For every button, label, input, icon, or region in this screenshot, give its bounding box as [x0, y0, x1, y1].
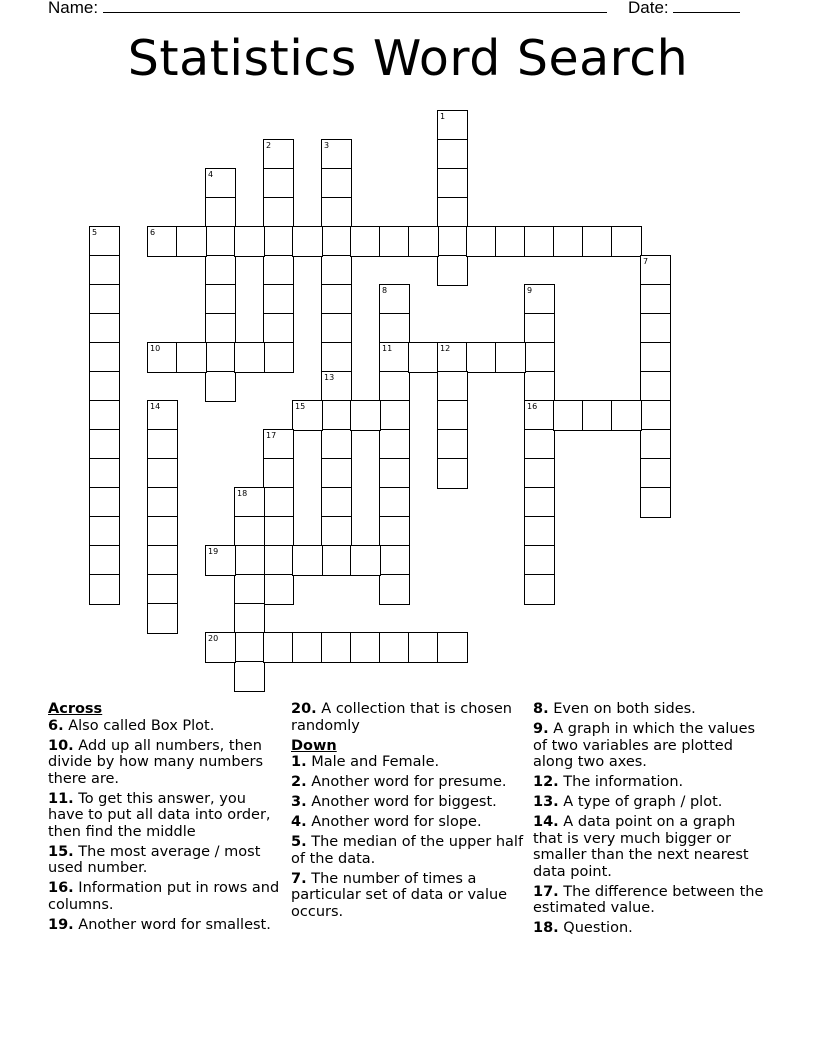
crossword-cell[interactable] — [205, 255, 236, 286]
crossword-cell[interactable] — [437, 139, 468, 170]
across-clue-list — [48, 718, 284, 934]
across-clue — [291, 701, 527, 734]
crossword-cell[interactable] — [437, 255, 468, 286]
clue-number: 17. — [533, 883, 559, 900]
crossword-cell[interactable] — [205, 371, 236, 402]
down-clue — [291, 774, 527, 791]
crossword-cell[interactable] — [234, 516, 265, 547]
cell-number: 9 — [527, 286, 533, 295]
crossword-cell[interactable] — [89, 516, 120, 547]
crossword-cell[interactable] — [437, 371, 468, 402]
crossword-cell[interactable] — [263, 284, 294, 315]
crossword-cell[interactable] — [640, 342, 671, 373]
crossword-cell[interactable] — [263, 255, 294, 286]
crossword-cell[interactable] — [205, 226, 236, 257]
crossword-cell[interactable] — [205, 197, 236, 228]
down-clue — [291, 814, 527, 831]
clue-number: 18. — [533, 920, 559, 936]
crossword-cell[interactable] — [263, 516, 294, 547]
crossword-cell[interactable] — [553, 400, 584, 431]
crossword-cell[interactable] — [89, 284, 120, 315]
crossword-cell[interactable] — [379, 516, 410, 547]
down-clue — [291, 754, 527, 771]
cell-number: 11 — [382, 344, 393, 353]
crossword-cell[interactable] — [292, 545, 323, 576]
crossword-cell[interactable] — [524, 545, 555, 576]
crossword-cell[interactable] — [437, 632, 468, 663]
crossword-cell[interactable] — [234, 545, 265, 576]
cell-number: 10 — [150, 344, 161, 353]
crossword-cell[interactable] — [89, 255, 120, 286]
crossword-cell[interactable] — [234, 632, 265, 663]
crossword-cell[interactable] — [176, 342, 207, 373]
crossword-cell[interactable] — [553, 226, 584, 257]
crossword-cell[interactable] — [524, 342, 555, 373]
clue-number: 2. — [291, 774, 307, 790]
crossword-cell[interactable] — [234, 574, 265, 605]
down-heading: Down — [291, 737, 337, 754]
clue-number: 7. — [291, 870, 307, 887]
clue-text: Also called Box Plot. — [63, 717, 215, 734]
down-clue-list-continued — [533, 701, 769, 937]
clue-text: A type of graph / plot. — [558, 794, 723, 810]
clues-column-3 — [533, 701, 769, 940]
clue-text: Another word for presume. — [306, 774, 507, 790]
crossword-cell[interactable] — [524, 458, 555, 489]
crossword-cell[interactable] — [321, 632, 352, 663]
crossword-cell[interactable] — [524, 516, 555, 547]
cell-number: 2 — [266, 141, 272, 150]
crossword-cell[interactable] — [640, 429, 671, 460]
down-clue — [533, 794, 769, 811]
crossword-cell[interactable] — [524, 226, 555, 257]
clue-number: 12. — [533, 774, 559, 790]
clue-text: The most average / most used number. — [48, 843, 261, 876]
crossword-cell[interactable] — [350, 632, 381, 663]
across-clue — [48, 880, 284, 913]
down-clue — [291, 871, 527, 921]
crossword-cell[interactable] — [437, 168, 468, 199]
crossword-cell[interactable] — [321, 545, 352, 576]
crossword-cell[interactable] — [524, 313, 555, 344]
clue-text: Male and Female. — [306, 754, 440, 770]
clue-text: A graph in which the values of two variables are plotted along two axes. — [533, 721, 756, 770]
crossword-cell[interactable] — [147, 487, 178, 518]
crossword-cell[interactable] — [379, 632, 410, 663]
crossword-cell[interactable] — [611, 400, 642, 431]
across-heading: Across — [48, 701, 103, 717]
cell-number: 17 — [266, 431, 277, 440]
crossword-cell[interactable] — [147, 603, 178, 634]
clue-text: Even on both sides. — [548, 701, 696, 717]
clue-number: 10. — [48, 737, 74, 754]
clues-column-1 — [48, 701, 284, 937]
crossword-cell[interactable] — [321, 516, 352, 547]
down-clue — [291, 794, 527, 811]
down-clue — [533, 884, 769, 917]
crossword-cell[interactable] — [263, 545, 294, 576]
clue-number: 14. — [533, 814, 559, 830]
clue-text: Another word for slope. — [306, 814, 482, 830]
crossword-cell[interactable] — [466, 342, 497, 373]
crossword-cell[interactable] — [205, 313, 236, 344]
clue-number: 9. — [533, 721, 549, 737]
crossword-cell[interactable] — [321, 342, 352, 373]
crossword-cell[interactable] — [234, 342, 265, 373]
crossword-cell[interactable] — [640, 487, 671, 518]
cell-number: 7 — [643, 257, 649, 266]
across-clue — [48, 791, 284, 841]
cell-number: 4 — [208, 170, 214, 179]
cell-number: 8 — [382, 286, 388, 295]
crossword-cell[interactable] — [437, 429, 468, 460]
crossword-cell[interactable] — [234, 603, 265, 634]
crossword-cell[interactable] — [437, 226, 468, 257]
clue-number: 16. — [48, 880, 74, 896]
across-clue — [48, 738, 284, 788]
crossword-cell[interactable] — [321, 168, 352, 199]
across-clue — [48, 718, 284, 735]
clue-number: 20. — [291, 701, 317, 717]
crossword-cell[interactable] — [582, 400, 613, 431]
cell-number: 14 — [150, 402, 161, 411]
cell-number: 12 — [440, 344, 451, 353]
clue-text: Question. — [558, 920, 633, 936]
crossword-cell[interactable] — [524, 574, 555, 605]
crossword-cell[interactable] — [147, 516, 178, 547]
cell-number: 16 — [527, 402, 538, 411]
crossword-cell[interactable] — [89, 458, 120, 489]
crossword-cell[interactable] — [379, 574, 410, 605]
across-clue — [48, 917, 284, 934]
cell-number: 5 — [92, 228, 98, 237]
across-clue — [48, 844, 284, 877]
crossword-cell[interactable] — [640, 284, 671, 315]
clue-number: 5. — [291, 834, 307, 850]
crossword-cell[interactable] — [350, 226, 381, 257]
crossword-cell[interactable] — [263, 226, 294, 257]
crossword-cell[interactable] — [437, 197, 468, 228]
cell-number: 3 — [324, 141, 330, 150]
crossword-cell[interactable] — [321, 255, 352, 286]
crossword-cell[interactable] — [147, 545, 178, 576]
crossword-cell[interactable] — [321, 400, 352, 431]
crossword-cell[interactable] — [408, 342, 439, 373]
crossword-cell[interactable] — [379, 545, 410, 576]
crossword-cell[interactable] — [292, 632, 323, 663]
clue-number: 6. — [48, 717, 64, 734]
crossword-cell[interactable] — [89, 429, 120, 460]
crossword-cell[interactable] — [234, 226, 265, 257]
date-label: Date: — [628, 0, 669, 17]
crossword-cell[interactable] — [524, 487, 555, 518]
crossword-cell[interactable] — [147, 574, 178, 605]
clue-text: Another word for biggest. — [306, 794, 497, 810]
crossword-cell[interactable] — [321, 284, 352, 315]
crossword-cell[interactable] — [89, 487, 120, 518]
crossword-cell[interactable] — [263, 342, 294, 373]
crossword-cell[interactable] — [234, 661, 265, 692]
crossword-cell[interactable] — [263, 632, 294, 663]
crossword-cell[interactable] — [408, 632, 439, 663]
crossword-cell[interactable] — [263, 313, 294, 344]
crossword-cell[interactable] — [640, 458, 671, 489]
clue-number: 13. — [533, 794, 559, 810]
crossword-cell[interactable] — [379, 487, 410, 518]
crossword-cell[interactable] — [205, 284, 236, 315]
crossword-cell[interactable] — [350, 400, 381, 431]
clue-text: The median of the upper half of the data. — [291, 834, 524, 867]
clue-number: 11. — [48, 790, 74, 807]
crossword-cell[interactable] — [89, 400, 120, 431]
clue-text: The difference between the estimated value. — [533, 883, 764, 916]
down-clue — [533, 814, 769, 880]
crossword-cell[interactable] — [89, 545, 120, 576]
crossword-cell[interactable] — [263, 168, 294, 199]
crossword-cell[interactable] — [321, 429, 352, 460]
clue-text: Add up all numbers, then divide by how many numbers there are. — [48, 737, 264, 787]
crossword-cell[interactable] — [379, 313, 410, 344]
across-clue-list-continued — [291, 701, 527, 734]
down-clue — [533, 774, 769, 791]
clue-text: The number of times a particular set of data or value occurs. — [291, 870, 508, 920]
cell-number: 6 — [150, 228, 156, 237]
crossword-cell[interactable] — [292, 226, 323, 257]
crossword-cell[interactable] — [321, 313, 352, 344]
down-clue — [533, 701, 769, 718]
crossword-cell[interactable] — [640, 400, 671, 431]
crossword-cell[interactable] — [89, 574, 120, 605]
crossword-cell[interactable] — [89, 313, 120, 344]
crossword-cell[interactable] — [263, 574, 294, 605]
crossword-cell[interactable] — [321, 197, 352, 228]
cell-number: 13 — [324, 373, 335, 382]
crossword-cell[interactable] — [640, 371, 671, 402]
crossword-cell[interactable] — [466, 226, 497, 257]
clue-text: Information put in rows and columns. — [48, 880, 280, 913]
crossword-cell[interactable] — [582, 226, 613, 257]
page-title: Statistics Word Search — [127, 30, 689, 87]
crossword-cell[interactable] — [379, 458, 410, 489]
clue-text: A collection that is chosen randomly — [291, 701, 512, 734]
clue-number: 4. — [291, 814, 307, 830]
clue-number: 15. — [48, 843, 74, 860]
crossword-cell[interactable] — [321, 226, 352, 257]
down-clue — [533, 721, 769, 771]
down-clue — [533, 920, 769, 937]
crossword-cell[interactable] — [89, 342, 120, 373]
crossword-cell[interactable] — [263, 197, 294, 228]
clue-number: 19. — [48, 916, 74, 933]
cell-number: 20 — [208, 634, 219, 643]
clue-text: A data point on a graph that is very much bigger or smaller than the next nearest data point. — [533, 814, 749, 880]
crossword-cell[interactable] — [524, 429, 555, 460]
cell-number: 15 — [295, 402, 306, 411]
crossword-cell[interactable] — [321, 487, 352, 518]
down-clue — [291, 834, 527, 867]
crossword-cell[interactable] — [147, 458, 178, 489]
clue-number: 3. — [291, 794, 307, 810]
clue-text: The information. — [558, 774, 684, 790]
crossword-cell[interactable] — [321, 458, 352, 489]
clue-text: Another word for smallest. — [73, 916, 271, 933]
crossword-cell[interactable] — [640, 313, 671, 344]
crossword-cell[interactable] — [147, 429, 178, 460]
crossword-cell[interactable] — [263, 458, 294, 489]
crossword-cell[interactable] — [89, 371, 120, 402]
name-label: Name: — [48, 0, 99, 17]
crossword-cell[interactable] — [350, 545, 381, 576]
cell-number: 19 — [208, 547, 219, 556]
cell-number: 18 — [237, 489, 248, 498]
crossword-cell[interactable] — [495, 342, 526, 373]
cell-number: 1 — [440, 112, 446, 121]
crossword-cell[interactable] — [437, 400, 468, 431]
crossword-cell[interactable] — [524, 371, 555, 402]
down-clue-list — [291, 754, 527, 920]
crossword-cell[interactable] — [611, 226, 642, 257]
crossword-cell[interactable] — [495, 226, 526, 257]
crossword-cell[interactable] — [176, 226, 207, 257]
clue-text: To get this answer, you have to put all data into order, then find the middle — [48, 790, 271, 840]
crossword-cell[interactable] — [437, 458, 468, 489]
crossword-cell[interactable] — [379, 429, 410, 460]
clue-number: 1. — [291, 754, 307, 770]
clue-number: 8. — [533, 701, 549, 717]
crossword-cell[interactable] — [408, 226, 439, 257]
clues-column-2 — [291, 701, 527, 924]
crossword-cell[interactable] — [379, 371, 410, 402]
crossword-cell[interactable] — [263, 487, 294, 518]
crossword-cell[interactable] — [205, 342, 236, 373]
crossword-cell[interactable] — [379, 226, 410, 257]
crossword-cell[interactable] — [379, 400, 410, 431]
